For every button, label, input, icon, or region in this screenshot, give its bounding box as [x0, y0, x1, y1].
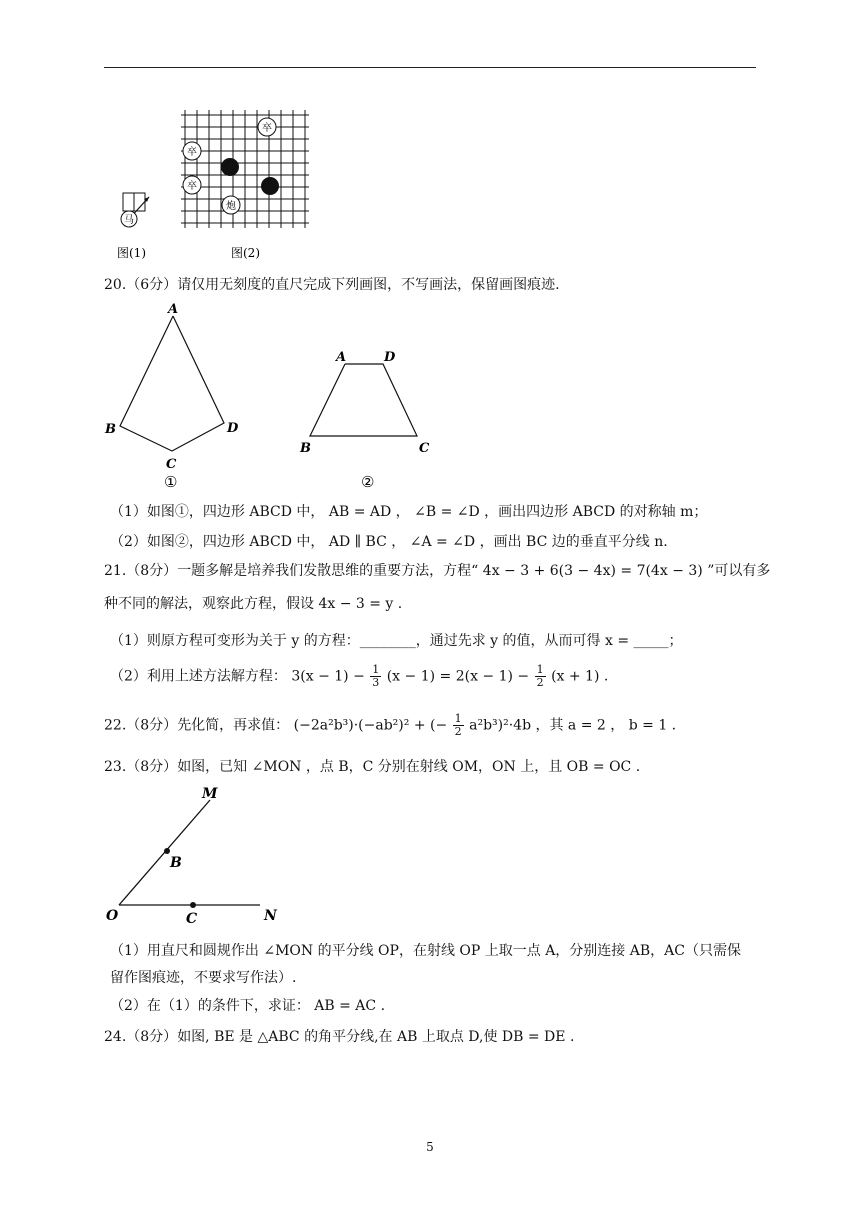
q24-title: 24.（8分）如图, BE 是 △ABC 的角平分线,在 AB 上取点 D,使 DB = DE .: [104, 1029, 575, 1045]
horse-piece: 马: [124, 215, 134, 226]
svg-text:卒: 卒: [187, 147, 197, 158]
label-C: C: [419, 441, 430, 456]
q21-line1: 21.（8分）一题多解是培养我们发散思维的重要方法，方程“ 4x − 3 + 6(3 − 4x) = 7(4x − 3) ”可以有多: [104, 563, 771, 579]
label-A: A: [168, 302, 179, 317]
label-O: O: [106, 908, 119, 924]
q20-figure-1: [100, 300, 260, 490]
q21-part2: （2）利用上述方法解方程： 3(x − 1) − $\frac{1}{3}$ (x − 1) = 2(x − 1) − $\frac{1}{2}$ (x + 1) .: [110, 663, 609, 689]
q20-figure-2: [295, 340, 445, 490]
black-piece: [221, 158, 239, 176]
label-B: B: [300, 441, 311, 456]
q23-part2: （2）在（1）的条件下，求证： AB = AC .: [110, 998, 386, 1014]
q23-part1-line2: 留作图痕迹，不要求写作法）.: [110, 970, 297, 986]
label-A: A: [336, 350, 347, 365]
q23-title: 23.（8分）如图，已知 ∠MON ，点 B，C 分别在射线 OM，ON 上，且 OB = OC .: [104, 759, 641, 775]
q21-line2: 种不同的解法，观察此方程，假设 4x − 3 = y .: [104, 596, 403, 612]
q23-part1-line1: （1）用直尺和圆规作出 ∠MON 的平分线 OP，在射线 OP 上取一点 A，分别连接 AB，AC（只需保: [110, 943, 741, 959]
label-C: C: [166, 457, 177, 472]
chess-figure-2: [181, 110, 309, 228]
label-D: D: [227, 421, 239, 436]
label-B: B: [170, 855, 182, 871]
label-B: B: [105, 422, 116, 437]
header-rule: [104, 67, 756, 68]
fraction: $\frac{1}{2}$: [454, 712, 462, 738]
q20-part2: （2）如图②，四边形 ABCD 中， AD ∥ BC ， ∠A = ∠D ，画出 BC 边的垂直平分线 n.: [110, 534, 668, 550]
fraction: $\frac{1}{3}$: [372, 663, 380, 689]
label-M: M: [202, 786, 218, 802]
chess-figure-1: [121, 193, 149, 227]
q23-figure: [100, 780, 290, 930]
q22-line: 22.（8分）先化简，再求值： (−2a²b³)·(−ab²)² + (− $\frac{1}{2}$ a²b³)²·4b ，其 a = 2 ， b = 1 .: [104, 712, 677, 738]
soldier-piece: [258, 118, 276, 136]
soldier-piece: [183, 142, 201, 160]
figure-mark-2: ②: [361, 473, 375, 490]
q20-part1: （1）如图①，四边形 ABCD 中， AB = AD ， ∠B = ∠D ，画出四边形 ABCD 的对称轴 m；: [110, 504, 708, 520]
q20-title: 20.（6分）请仅用无刻度的直尺完成下列画图，不写画法，保留画图痕迹.: [104, 277, 560, 293]
black-piece: [261, 177, 279, 195]
cannon-piece: [222, 196, 240, 214]
svg-text:卒: 卒: [187, 181, 197, 192]
label-N: N: [264, 908, 277, 924]
soldier-piece: [183, 176, 201, 194]
svg-text:卒: 卒: [262, 123, 272, 134]
point-C: [190, 902, 196, 908]
chess-figure: [115, 105, 325, 265]
figure-mark-1: ①: [164, 473, 178, 490]
q21-part1: （1）则原方程可变形为关于 y 的方程：________，通过先求 y 的值，从而可得 x = _____；: [110, 633, 683, 649]
label-C: C: [186, 911, 198, 927]
chess-caption-2: 图(2): [231, 246, 260, 260]
point-B: [164, 848, 170, 854]
page-number: 5: [426, 1140, 434, 1154]
svg-text:炮: 炮: [226, 201, 236, 212]
fraction: $\frac{1}{2}$: [536, 663, 544, 689]
label-D: D: [384, 350, 396, 365]
chess-caption-1: 图(1): [117, 246, 146, 260]
